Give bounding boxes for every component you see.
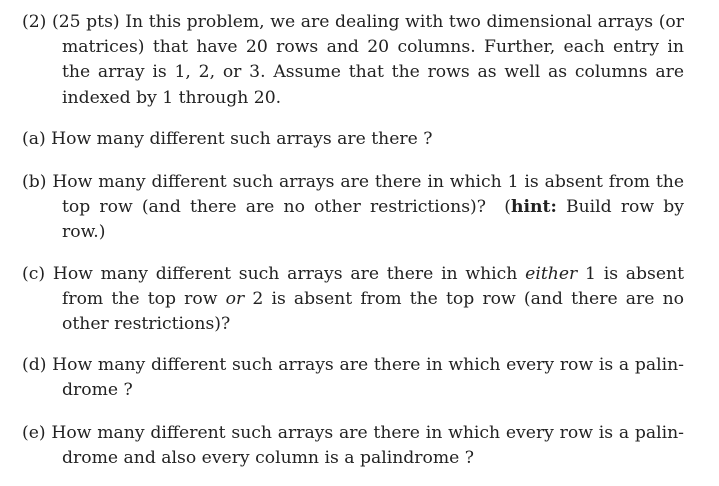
problem-text: In this problem, we are dealing with two dimensional arrays (or matrices) that have 20 rows and 20 columns. Further, each entry in the array is 1, 2, or 3. Assume that the rows as well as columns are indexed by 1 through 20.: [62, 12, 684, 108]
part-c-emph-or: or: [225, 289, 245, 310]
part-c-text-3: 2 is absent from the top row (and there are no other restrictions)?: [62, 289, 685, 335]
part-b-label: (b): [22, 172, 47, 192]
part-c-label: (c): [22, 264, 46, 284]
part-c-text-1: How many different such arrays are there in which: [52, 264, 518, 284]
part-a-text: How many different such arrays are there ?: [51, 129, 433, 149]
part-e-label: (e): [22, 423, 46, 443]
problem-points: (25 pts): [51, 12, 120, 32]
problem-number: (2): [22, 12, 47, 32]
part-e-text: How many different such arrays are there in which every row is a palin- drome and also every column is a palindrome ?: [51, 423, 684, 469]
part-a-label: (a): [22, 129, 46, 149]
part-b-hint-text: Build row by row.): [62, 197, 684, 243]
part-c-text-2: 1 is absent from the top row: [62, 264, 685, 310]
part-c: [22, 262, 684, 338]
part-b-hint-label: hint:: [511, 197, 557, 218]
part-a: [22, 127, 684, 152]
part-b-text: How many different such arrays are there in which 1 is absent from the top row (and there are no other restrictions)?: [52, 172, 684, 218]
part-d-text: How many different such arrays are there in which every row is a palin- drome ?: [52, 355, 684, 401]
part-e: [22, 421, 684, 471]
problem-statement: [22, 10, 684, 111]
part-c-emph-either: either: [525, 264, 578, 284]
part-d: [22, 353, 684, 403]
part-b: [22, 170, 684, 246]
part-d-label: (d): [22, 355, 47, 375]
part-b-hint-open: (: [504, 197, 511, 218]
